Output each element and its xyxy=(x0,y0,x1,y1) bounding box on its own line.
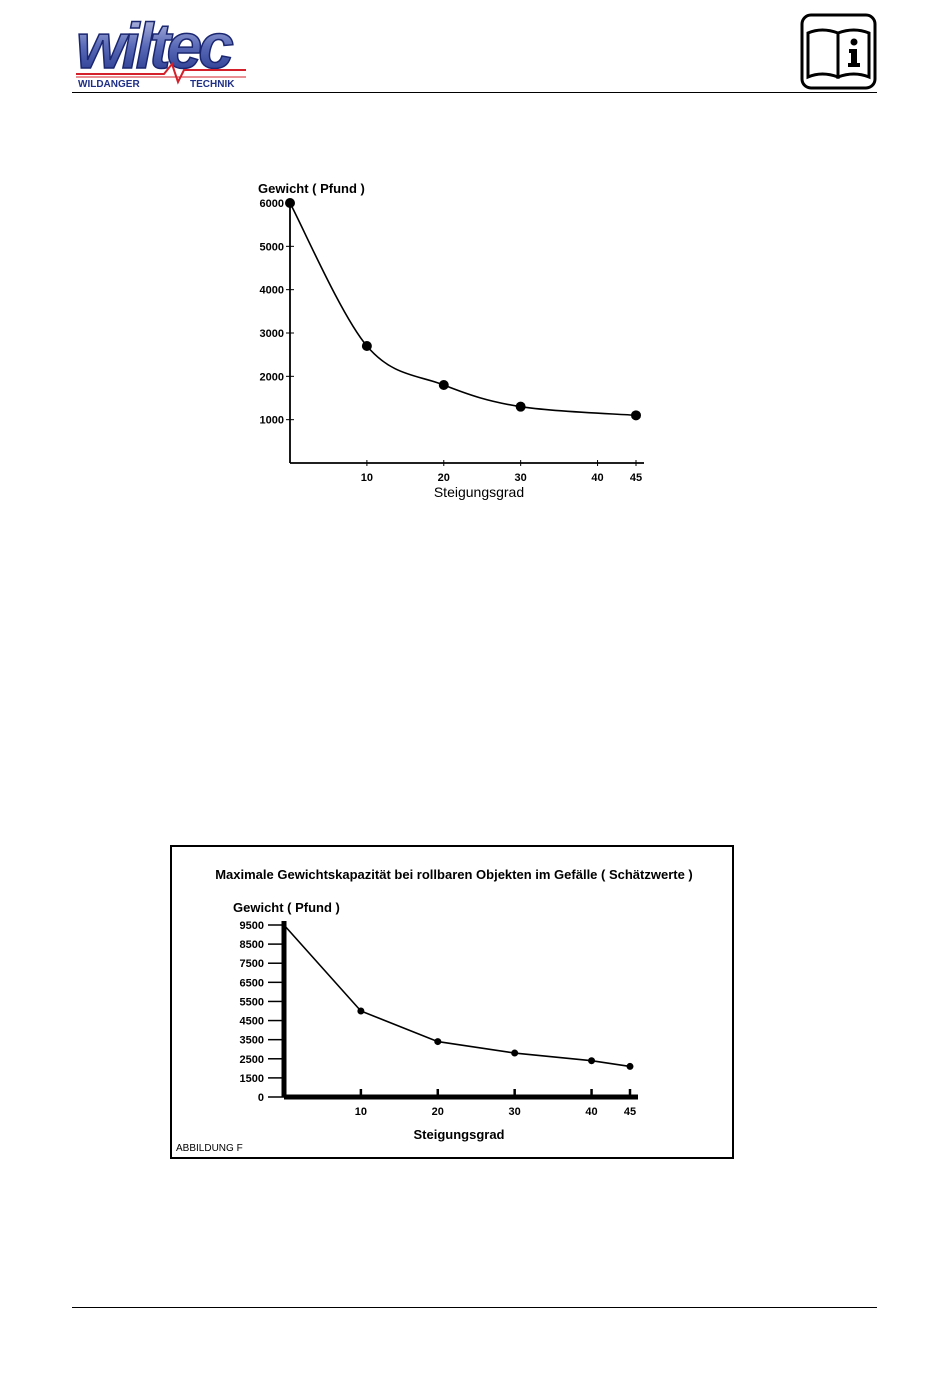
y-tick-label: 0 xyxy=(257,1092,264,1104)
data-point xyxy=(631,410,641,420)
x-tick-label: 20 xyxy=(437,472,450,484)
y-tick-label: 2500 xyxy=(239,1053,264,1066)
y-tick-label: 8500 xyxy=(239,939,264,952)
data-point xyxy=(285,198,295,208)
y-tick-label: 7500 xyxy=(239,958,264,971)
logo-sub-right: TECHNIK xyxy=(190,79,235,90)
x-tick-label: 45 xyxy=(629,472,643,484)
x-tick-label: 10 xyxy=(360,472,374,484)
y-tick-label: 1000 xyxy=(259,414,284,427)
figure-f-frame xyxy=(170,845,734,1159)
x-tick-label: 40 xyxy=(591,472,604,484)
logo-wordmark: wiltec xyxy=(76,10,230,82)
chart-weight-vs-slope-1 xyxy=(230,170,670,510)
y-tick-label: 6000 xyxy=(259,198,284,210)
series-line xyxy=(284,925,630,1066)
x-tick-label: 30 xyxy=(514,472,527,484)
y-tick-label: 6500 xyxy=(239,977,264,990)
y-tick-label: 1500 xyxy=(239,1072,264,1085)
wiltec-logo xyxy=(74,8,249,90)
data-point xyxy=(627,1063,634,1070)
data-point xyxy=(516,402,526,412)
header-rule xyxy=(72,92,877,93)
data-point xyxy=(362,341,372,351)
y-tick-label: 4000 xyxy=(259,284,284,297)
x-axis-label: Steigungsgrad xyxy=(433,484,525,500)
y-axis-label: Gewicht ( Pfund ) xyxy=(233,900,340,915)
x-axis-label: Steigungsgrad xyxy=(413,1127,505,1142)
x-tick-label: 30 xyxy=(508,1106,521,1118)
data-point xyxy=(357,1008,364,1015)
data-point xyxy=(434,1038,441,1045)
info-book-icon xyxy=(800,13,877,90)
data-point xyxy=(439,380,449,390)
y-tick-label: 2000 xyxy=(259,371,284,384)
y-tick-label: 4500 xyxy=(239,1015,264,1028)
y-tick-label: 3500 xyxy=(239,1034,264,1047)
y-tick-label: 5000 xyxy=(259,241,284,254)
chart-title: Maximale Gewichtskapazität bei rollbaren Objekten im Gefälle ( Schätzwerte ) xyxy=(215,867,693,882)
x-tick-label: 20 xyxy=(431,1106,444,1118)
data-point xyxy=(511,1050,518,1057)
logo-sub-left: WILDANGER xyxy=(78,79,140,90)
y-tick-label: 5500 xyxy=(239,996,264,1009)
y-tick-label: 9500 xyxy=(239,920,264,932)
data-point xyxy=(588,1057,595,1064)
x-tick-label: 40 xyxy=(585,1106,598,1118)
chart-weight-vs-slope-2 xyxy=(172,847,732,1157)
series-line xyxy=(290,203,636,415)
x-tick-label: 45 xyxy=(623,1106,637,1118)
figure-caption: ABBILDUNG F xyxy=(176,1143,243,1154)
y-axis-label: Gewicht ( Pfund ) xyxy=(258,181,365,196)
footer-rule xyxy=(72,1307,877,1308)
x-tick-label: 10 xyxy=(354,1106,368,1118)
y-tick-label: 3000 xyxy=(259,328,284,340)
